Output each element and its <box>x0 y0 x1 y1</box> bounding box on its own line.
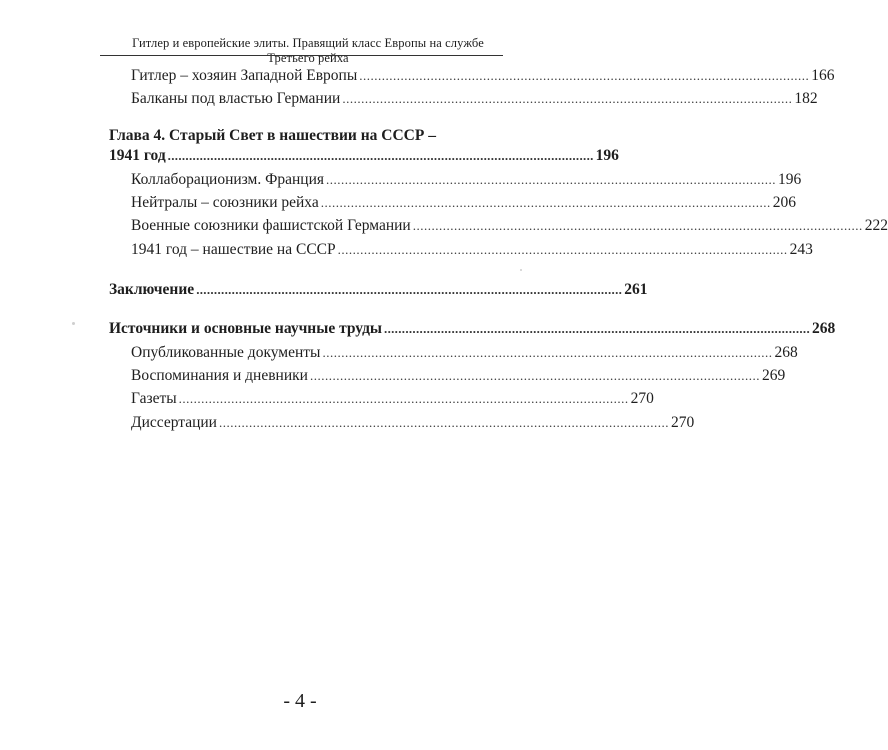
toc-leader-dots: ........................................................................................................................ <box>412 218 863 233</box>
toc-entry-page: 182 <box>794 90 818 107</box>
toc-entry <box>131 367 786 385</box>
sources-label: Источники и основные научные труды <box>109 320 383 337</box>
toc-entry-label: Газеты <box>131 390 177 407</box>
toc-leader-dots: ........................................................................................................................ <box>218 415 669 430</box>
toc-leader-dots: ........................................................................................................................ <box>196 282 623 297</box>
toc-entry-page: 268 <box>774 344 798 361</box>
toc-entry-label: Балканы под властью Германии <box>131 90 341 107</box>
toc-chapter-entry <box>109 281 648 299</box>
toc-entry <box>131 217 888 235</box>
toc-entry <box>131 241 813 259</box>
toc-entry-label: Воспоминания и дневники <box>131 367 308 384</box>
sources-page: 268 <box>812 320 836 337</box>
toc-leader-dots: ........................................................................................................................ <box>384 321 811 336</box>
toc-entry-page: 222 <box>864 217 888 234</box>
toc-entry-label: Военные союзники фашистской Германии <box>131 217 411 234</box>
scan-speck <box>72 322 75 325</box>
toc-leader-dots: ........................................................................................................................ <box>342 91 793 106</box>
toc-chapter-entry <box>109 147 619 165</box>
toc-entry-label: Коллаборационизм. Франция <box>131 171 325 188</box>
toc-entry-label: Гитлер – хозяин Западной Европы <box>131 67 358 84</box>
toc-entry <box>131 344 798 362</box>
toc-entry <box>131 67 835 85</box>
toc-entry <box>131 390 654 408</box>
conclusion-page: 261 <box>624 281 648 298</box>
toc-entry-label: Диссертации <box>131 414 217 431</box>
toc-entry <box>131 90 818 108</box>
toc-entry <box>131 414 695 432</box>
toc-entry <box>131 171 802 189</box>
toc-entry-label: Опубликованные документы <box>131 344 321 361</box>
chapter-page: 196 <box>595 147 619 164</box>
page-number: - 4 - <box>283 690 317 712</box>
chapter-title-line1: Глава 4. Старый Свет в нашествии на СССР – <box>109 127 436 144</box>
toc-entry <box>131 194 796 212</box>
toc-leader-dots: ........................................................................................................................ <box>322 345 773 360</box>
scan-speck <box>520 269 522 271</box>
toc-leader-dots: ........................................................................................................................ <box>178 391 629 406</box>
toc-entry-page: 166 <box>811 67 835 84</box>
toc-entry-label: Нейтралы – союзники рейха <box>131 194 319 211</box>
toc-entry-label: 1941 год – нашествие на СССР <box>131 241 336 258</box>
conclusion-label: Заключение <box>109 281 195 298</box>
toc-leader-dots: ........................................................................................................................ <box>337 242 788 257</box>
toc-chapter-entry <box>109 320 836 338</box>
header-rule <box>100 55 503 56</box>
toc-leader-dots: ........................................................................................................................ <box>167 148 594 163</box>
chapter-title-line2: 1941 год <box>109 147 166 164</box>
toc-entry-page: 206 <box>772 194 796 211</box>
running-head: Гитлер и европейские элиты. Правящий класс Европы на службе Третьего рейха <box>132 36 484 65</box>
toc-leader-dots: ........................................................................................................................ <box>359 68 810 83</box>
toc-entry-page: 270 <box>670 414 695 431</box>
toc-leader-dots: ........................................................................................................................ <box>309 368 760 383</box>
toc-entry-page: 243 <box>789 241 813 258</box>
toc-entry-page: 270 <box>630 390 654 407</box>
toc-entry-page: 196 <box>778 171 802 188</box>
toc-leader-dots: ........................................................................................................................ <box>326 172 777 187</box>
toc-entry-page: 269 <box>761 367 786 384</box>
toc-leader-dots: ........................................................................................................................ <box>320 195 771 210</box>
